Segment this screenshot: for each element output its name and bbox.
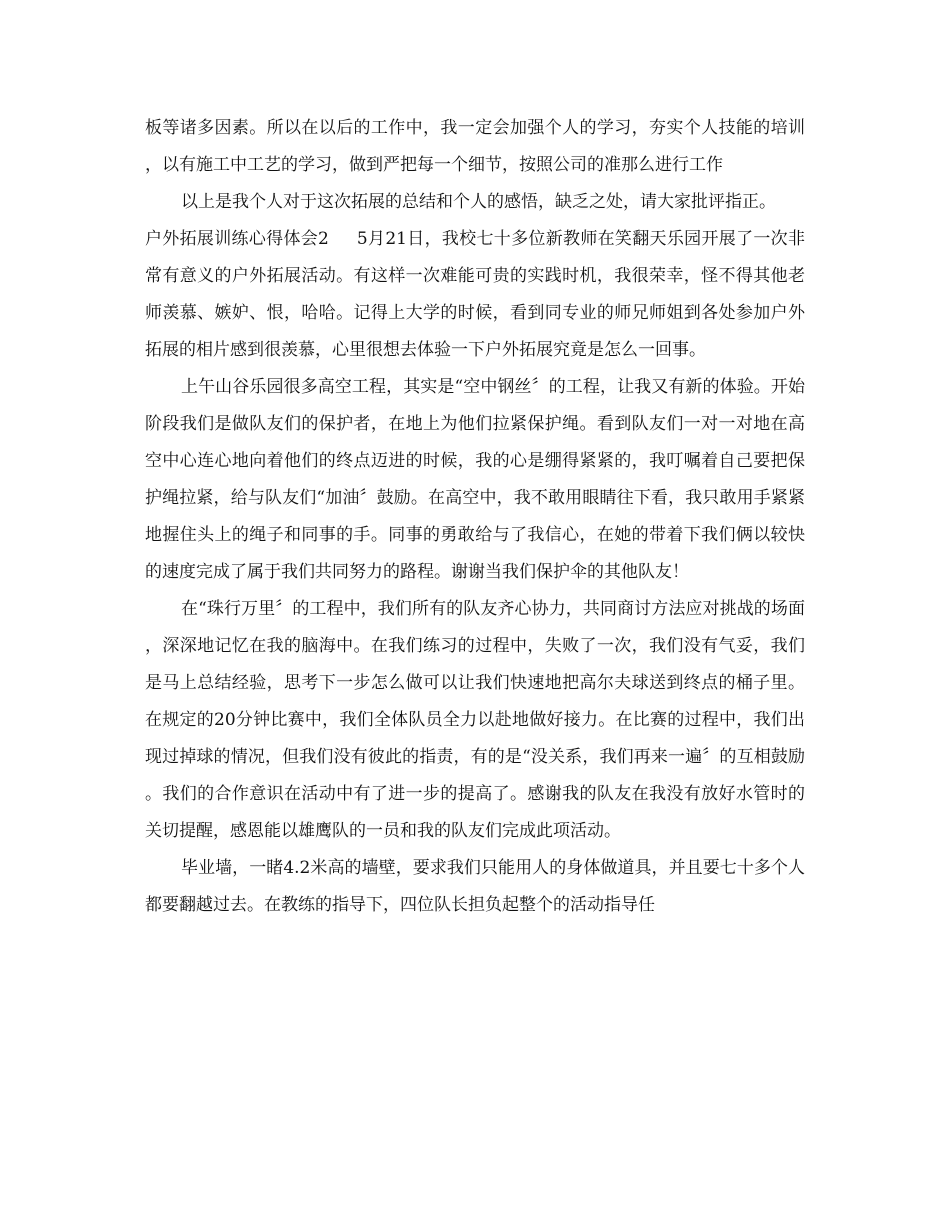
paragraph-summary (145, 184, 805, 221)
paragraph-high-altitude (145, 369, 805, 591)
paragraph-graduation-wall (145, 850, 805, 924)
paragraph-text: 上午山谷乐园很多高空工程，其实是“空中钢丝〞的工程，让我又有新的体验。开始阶段我们是做队友们的保护者，在地上为他们拉紧保护绳。看到队友们一对一对地在高空中心连心地向着他们的终点迈进的时候，我的心是绷得紧紧的，我叮嘱着自己要把保护绳拉紧，给与队友们“加油〞鼓励。在高空中，我不敢用眼睛往下看，我只敢用手紧紧地握住头上的绳子和同事的手。同事的勇敢给与了我信心，在她的带着下我们俩以较快的速度完成了属于我们共同努力的路程。谢谢当我们保护伞的其他队友！ (145, 377, 805, 582)
paragraph-section-2-intro (145, 221, 805, 369)
paragraph-text: 5月21日，我校七十多位新教师在笑翻天乐园开展了一次非常有意义的户外拓展活动。有这样一次难能可贵的实践时机，我很荣幸，怪不得其他老师羡慕、嫉妒、恨，哈哈。记得上大学的时候，看到同专业的师兄师姐到各处参加户外拓展的相片感到很羡慕，心里很想去体验一下户外拓展究竟是怎么一回事。 (145, 229, 805, 360)
paragraph-text: 在“珠行万里〞的工程中，我们所有的队友齐心协力，共同商讨方法应对挑战的场面，深深地记忆在我的脑海中。在我们练习的过程中，失败了一次，我们没有气妥，我们是马上总结经验，思考下一步怎么做可以让我们快速地把高尔夫球送到终点的桶子里。在规定的20分钟比赛中，我们全体队员全力以赴地做好接力。在比赛的过程中，我们出现过掉球的情况，但我们没有彼此的指责，有的是“没关系，我们再来一遍〞的互相鼓励。我们的合作意识在活动中有了进一步的提高了。感谢我的队友在我没有放好水管时的关切提醒，感恩能以雄鹰队的一员和我的队友们完成此项活动。 (145, 599, 805, 841)
paragraph-text: 以上是我个人对于这次拓展的总结和个人的感悟，缺乏之处，请大家批评指正。 (181, 192, 776, 212)
paragraph-text: 毕业墙，一睹4.2米高的墙壁，要求我们只能用人的身体做道具，并且要七十多个人都要翻越过去。在教练的指导下，四位队长担负起整个的活动指导任 (145, 858, 805, 915)
paragraph-text: 板等诸多因素。所以在以后的工作中，我一定会加强个人的学习，夯实个人技能的培训，以有施工中工艺的学习，做到严把每一个细节，按照公司的准那么进行工作 (145, 118, 805, 175)
paragraph-work-reflection (145, 110, 805, 184)
section-heading: 户外拓展训练心得体会2 (145, 229, 329, 249)
paragraph-pearl-relay (145, 591, 805, 850)
document-page (145, 110, 805, 924)
